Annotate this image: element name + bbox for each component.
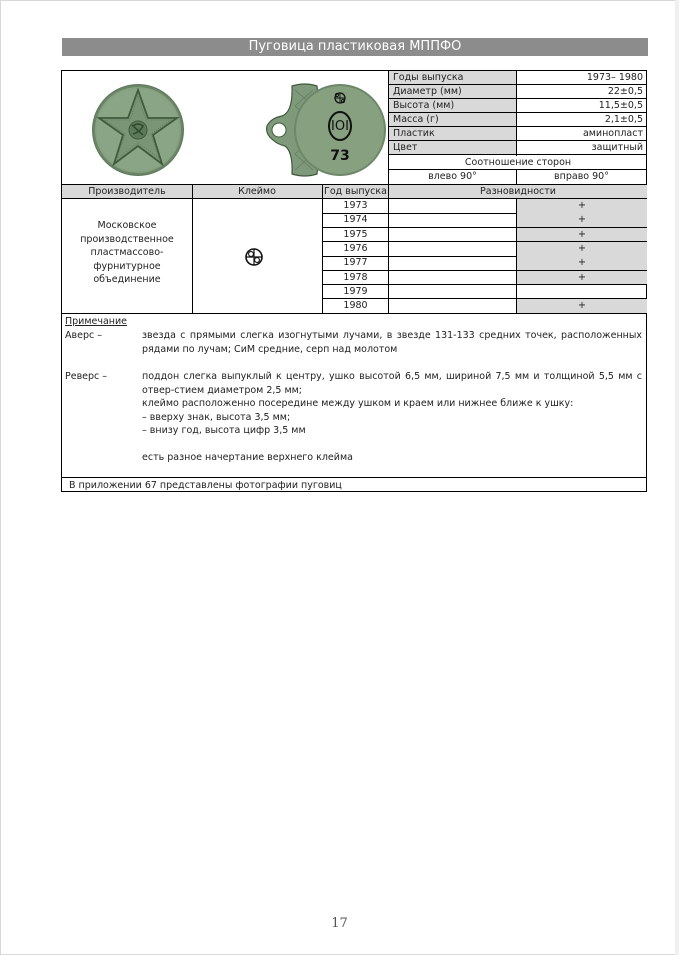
revers-line: – вверху знак, высота 3,5 мм;: [142, 411, 291, 423]
reverse-year-mark: 73: [330, 148, 350, 164]
variant-1-cell: [389, 199, 516, 213]
variant-2-cell: +: [517, 242, 647, 256]
year-cell: 1980: [343, 300, 368, 312]
button-images: [87, 76, 387, 183]
variant-1-cell: [389, 299, 516, 313]
spec-value: 1973– 1980: [586, 72, 643, 83]
revers-line: – внизу год, высота цифр 3,5 мм: [142, 425, 306, 436]
revers-line: поддон слегка выпуклый к центру, ушко высотой 6,5 мм, шириной 7,5 мм и толщиной 5,5 мм с отвер-стием диаметром 2,5 мм;: [142, 371, 642, 396]
variant-1-cell: [389, 242, 516, 256]
revers-label: Реверс –: [65, 371, 108, 382]
variant-1-cell: [389, 256, 516, 270]
col-variants: Разновидности: [480, 186, 556, 197]
svg-text:IOI: IOI: [331, 119, 349, 134]
ratio-left: влево 90°: [428, 171, 477, 182]
variant-1-cell: [389, 271, 516, 285]
variant-2-cell: [517, 285, 647, 299]
col-maker: Производитель: [88, 186, 166, 197]
avers-label: Аверс –: [65, 330, 102, 341]
spec-label: Диаметр (мм): [389, 85, 516, 99]
spec-label: Масса (г): [389, 113, 516, 127]
variant-2-cell: +: [517, 256, 647, 270]
spec-value: 2,1±0,5: [604, 114, 643, 125]
spec-label: Годы выпуска: [389, 71, 516, 85]
spec-value: 22±0,5: [607, 86, 643, 97]
spec-value: 11,5±0,5: [598, 100, 643, 111]
col-year: Год выпуска: [324, 186, 387, 197]
revers-line: клеймо расположенно посередине между ушком и краем или нижнее ближе к ушку:: [142, 398, 574, 409]
year-cell: 1979: [343, 285, 368, 297]
spec-value: аминопласт: [582, 128, 643, 139]
page-title: Пуговица пластиковая МППФО: [62, 38, 648, 56]
year-cell: 1978: [343, 271, 368, 283]
variant-2-cell: +: [517, 299, 647, 313]
spec-label: Цвет: [389, 141, 516, 155]
revers-line: есть разное начертание верхнего клейма: [142, 452, 353, 463]
variant-1-cell: [389, 213, 516, 227]
spec-value: защитный: [591, 142, 643, 153]
maker-text: Московское производственное пластмассово-фурнитурное объединение: [80, 220, 174, 285]
year-cell: 1975: [343, 228, 368, 240]
year-cell: 1977: [343, 257, 368, 269]
button-obverse-image: [92, 84, 184, 176]
notes-heading: Примечание: [65, 316, 128, 327]
revers-text: [142, 370, 642, 465]
year-cell: 1973: [343, 200, 368, 211]
variant-2-cell: +: [517, 271, 647, 285]
ratio-right: вправо 90°: [554, 171, 609, 182]
variant-1-cell: [389, 228, 516, 242]
page-shadow: [675, 0, 679, 955]
variant-2-cell: +: [517, 199, 647, 213]
spec-label: Высота (мм): [389, 99, 516, 113]
ratio-header: Соотношение сторон: [464, 157, 572, 168]
footer-note: В приложении 67 представлены фотографии пуговиц: [69, 480, 342, 491]
year-cell: 1974: [343, 214, 368, 226]
main-table: [61, 70, 647, 492]
year-cell: 1976: [343, 242, 368, 254]
revers-line: [142, 438, 642, 452]
avers-text: звезда с прямыми слегка изогнутыми лучами, в звезде 131-133 средних точек, расположенных рядами по лучам; СиМ средние, серп над молотом: [142, 330, 642, 355]
variant-2-cell: +: [517, 228, 647, 242]
variant-2-cell: +: [517, 213, 647, 227]
col-mark: Клеймо: [238, 186, 276, 197]
variant-1-cell: [389, 285, 516, 299]
button-reverse-image: [294, 84, 386, 176]
spec-label: Пластик: [389, 127, 516, 141]
mark-icon: [243, 246, 265, 268]
page-number: 17: [331, 916, 348, 931]
